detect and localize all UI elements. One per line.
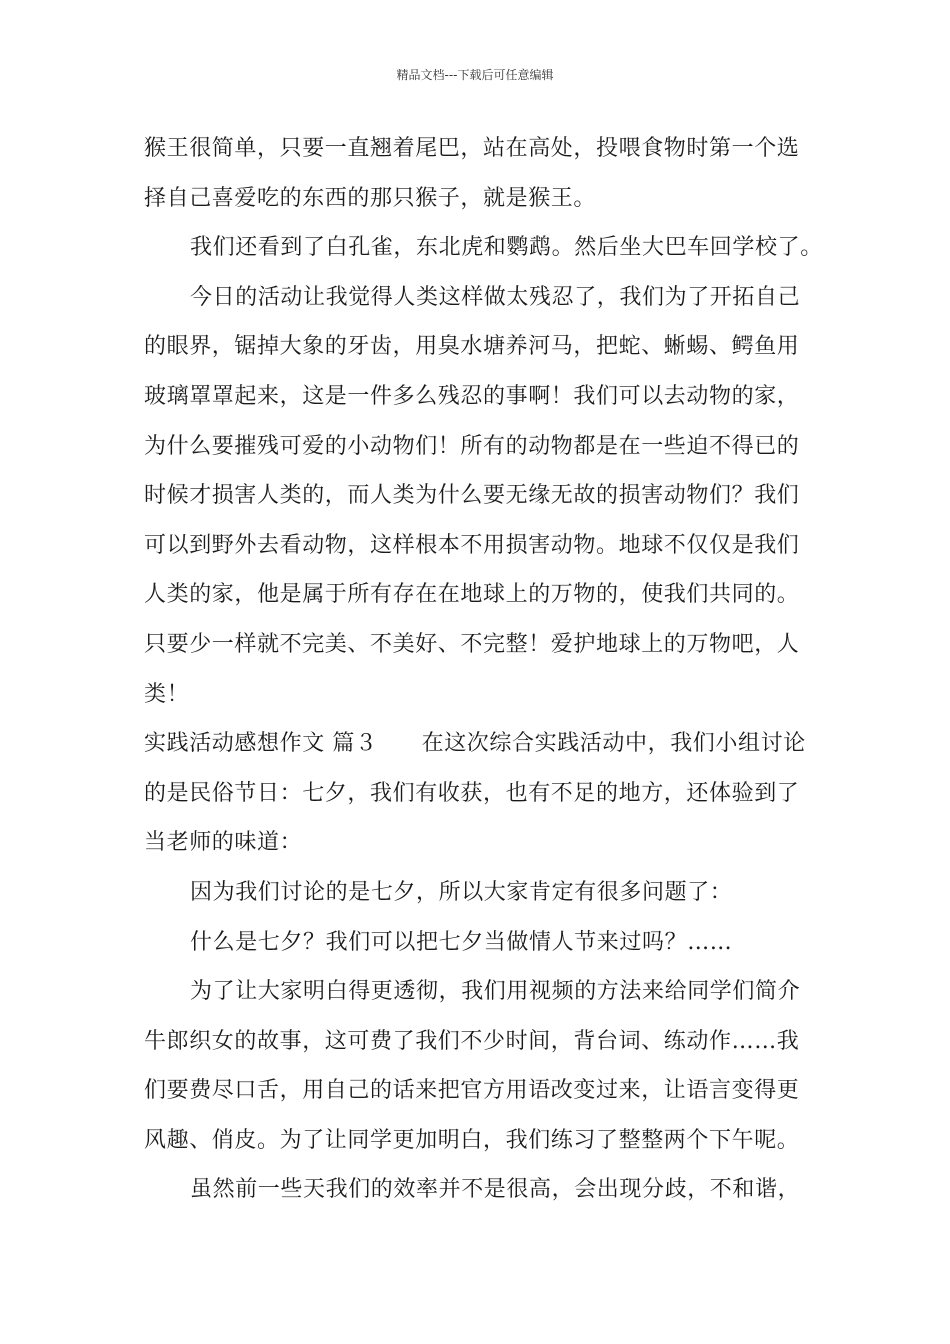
text-line: 牛郎织女的故事，这可费了我们不少时间，背台词、练动作……我: [144, 1028, 800, 1054]
essay-title-rest: 在这次综合实践活动中，我们小组讨论: [421, 731, 806, 757]
text-line: 时候才损害人类的，而人类为什么要无缘无故的损害动物们？我们: [144, 483, 800, 509]
text-line: [144, 719, 808, 769]
paragraph-peacock: [144, 223, 823, 273]
text-line: 只要少一样就不完美、不美好、不完整！爱护地球上的万物吧，人: [144, 631, 800, 657]
text-line: 的是民俗节日：七夕，我们有收获，也有不足的地方，还体验到了: [144, 780, 800, 806]
text-line: 类！: [144, 681, 190, 707]
text-line: 什么是七夕？我们可以把七夕当做情人节来过吗？……: [190, 929, 733, 955]
text-line: 们要费尽口舌，用自己的话来把官方用语改变过来，让语言变得更: [144, 1078, 800, 1104]
text-line: 今日的活动让我觉得人类这样做太残忍了，我们为了开拓自己: [190, 284, 801, 310]
paragraph-monkey-king: [144, 124, 808, 223]
paragraph-video: [144, 967, 808, 1165]
paragraph-essay-3: [144, 719, 808, 868]
document-body: [144, 124, 823, 1215]
paragraph-reflection: [144, 273, 808, 719]
paragraph-questions: [144, 868, 808, 918]
paragraph-efficiency: [144, 1165, 808, 1215]
text-line: 玻璃罩罩起来，这是一件多么残忍的事啊！我们可以去动物的家，: [144, 383, 800, 409]
text-line: 因为我们讨论的是七夕，所以大家肯定有很多问题了：: [190, 879, 733, 905]
essay-title: 实践活动感想作文 篇３: [144, 731, 378, 757]
paragraph-qixi-question: [144, 918, 808, 968]
text-line: 择自己喜爱吃的东西的那只猴子，就是猴王。: [144, 185, 597, 211]
text-line: 可以到野外去看动物，这样根本不用损害动物。地球不仅仅是我们: [144, 532, 800, 558]
text-line: 为了让大家明白得更透彻，我们用视频的方法来给同学们简介: [190, 979, 801, 1005]
text-line: 虽然前一些天我们的效率并不是很高，会出现分歧，不和谐，: [190, 1177, 801, 1203]
page-header: 精品文档---下载后可任意编辑: [396, 68, 554, 82]
text-line: 猴王很简单，只要一直翘着尾巴，站在高处，投喂食物时第一个选: [144, 136, 800, 161]
text-line: 为什么要摧残可爱的小动物们！所有的动物都是在一些迫不得已的: [144, 433, 800, 459]
text-line: 人类的家，他是属于所有存在在地球上的万物的，使我们共同的。: [144, 582, 800, 608]
text-line: 的眼界，锯掉大象的牙齿，用臭水塘养河马，把蛇、蜥蜴、鳄鱼用: [144, 334, 800, 360]
text-line: 我们还看到了白孔雀，东北虎和鹦鹉。然后坐大巴车回学校了。: [190, 235, 823, 261]
text-line: 当老师的味道：: [144, 830, 303, 856]
text-line: 风趣、俏皮。为了让同学更加明白，我们练习了整整两个下午呢。: [144, 1127, 800, 1153]
